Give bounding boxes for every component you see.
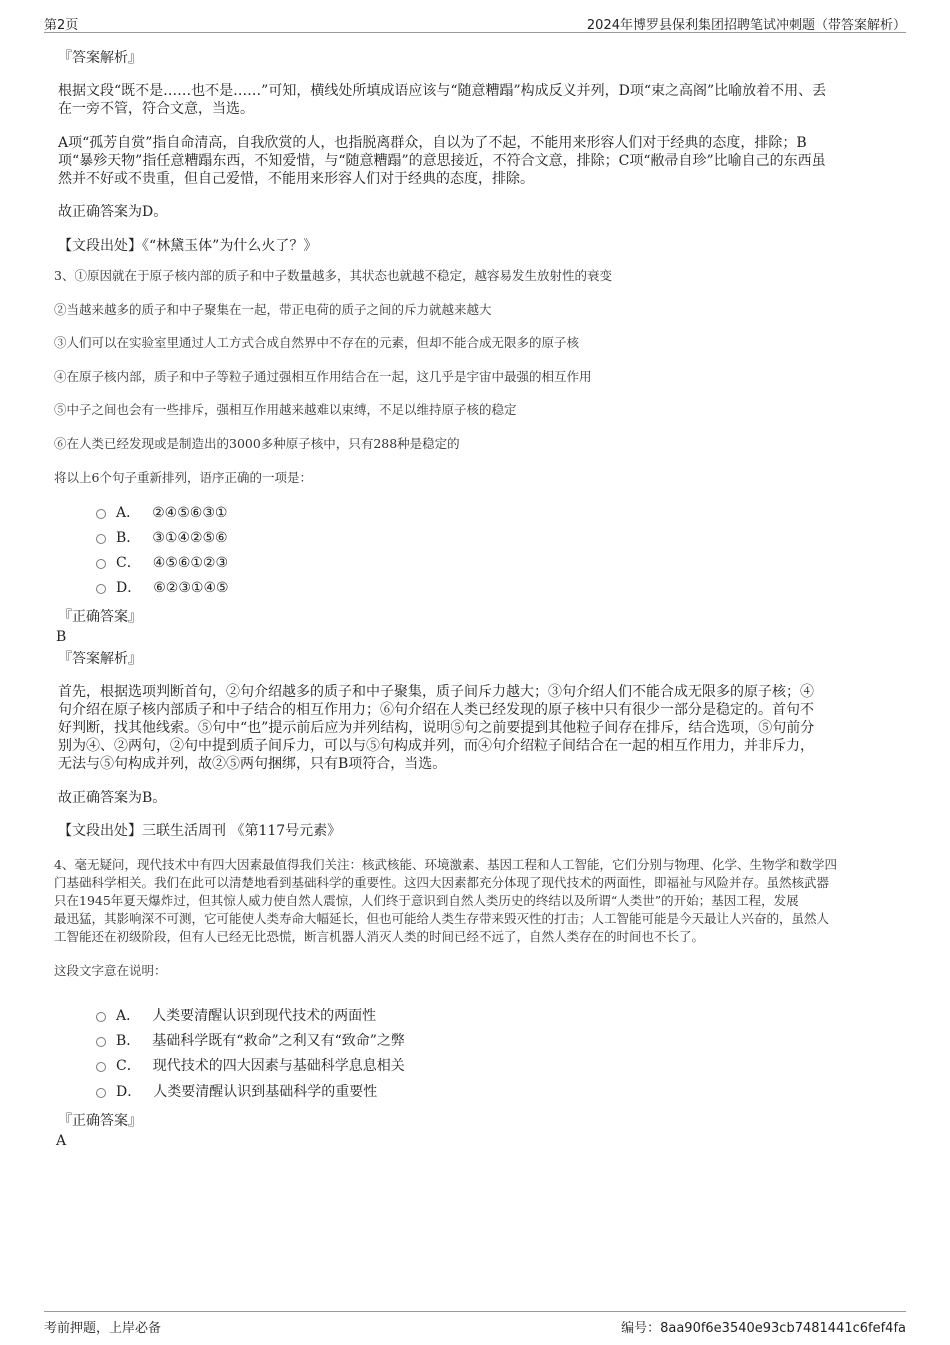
radio-icon[interactable] bbox=[96, 1062, 106, 1072]
option-letter: C． bbox=[116, 555, 141, 571]
q4-option-c[interactable] bbox=[96, 1056, 405, 1076]
q3-analysis-line: 无法与⑤句构成并列，故②⑤两句捆绑，只有B项符合，当选。 bbox=[58, 756, 447, 772]
q4-text-line: 工智能还在初级阶段，但有人已经无比恐慌，断言机器人消灭人类的时间已经不远了，自然人类存在的时间也不长了。 bbox=[54, 929, 705, 944]
page-number: 第2页 bbox=[44, 18, 79, 33]
q3-sentence: 3、①原因就在于原子核内部的质子和中子数量越多，其状态也就越不稳定，越容易发生放射性的衰变 bbox=[54, 268, 612, 283]
q4-option-a[interactable] bbox=[96, 1006, 376, 1026]
option-text: ③①④②⑤⑥ bbox=[152, 530, 228, 546]
q3-answer: B bbox=[56, 629, 67, 645]
radio-icon[interactable] bbox=[96, 534, 106, 544]
q4-text-line: 门基础科学相关。我们在此可以清楚地看到基础科学的重要性。这四大因素都充分体现了现代技术的两面性，即福祉与风险并存。虽然核武器 bbox=[54, 875, 830, 890]
option-text: 人类要清醒认识到现代技术的两面性 bbox=[152, 1008, 377, 1024]
document-title: 2024年博罗县保利集团招聘笔试冲刺题（带答案解析） bbox=[586, 18, 906, 33]
q3-analysis-label: 『答案解析』 bbox=[58, 651, 142, 667]
option-text: 现代技术的四大因素与基础科学息息相关 bbox=[152, 1058, 405, 1074]
q4-option-b[interactable] bbox=[96, 1031, 405, 1051]
q3-option-d[interactable] bbox=[96, 578, 229, 598]
page-footer bbox=[44, 1311, 906, 1336]
radio-icon[interactable] bbox=[96, 1088, 106, 1098]
q3-sentence: ③人们可以在实验室里通过人工方式合成自然界中不存在的元素，但却不能合成无限多的原子核 bbox=[54, 335, 580, 350]
option-text: ④⑤⑥①②③ bbox=[152, 555, 229, 571]
q3-source: 【文段出处】三联生活周刊 《第117号元素》 bbox=[58, 823, 342, 839]
q3-prompt: 将以上6个句子重新排列，语序正确的一项是： bbox=[54, 470, 312, 485]
option-text: ②④⑤⑥③① bbox=[152, 505, 228, 521]
q2-analysis-line: 项“暴殄天物”指任意糟蹋东西，不知爱惜，与“随意糟蹋”的意思接近，不符合文意，排除；C项“敝帚自珍”比喻自己的东西虽 bbox=[58, 153, 826, 169]
radio-icon[interactable] bbox=[96, 509, 106, 519]
q3-analysis-line: 句介绍在原子核内部质子和中子结合的相互作用力；⑥句介绍在人类已经发现的原子核中只有很少一部分是稳定的。首句不 bbox=[58, 702, 814, 718]
radio-icon[interactable] bbox=[96, 559, 106, 569]
option-letter: B． bbox=[116, 1033, 141, 1049]
radio-icon[interactable] bbox=[96, 584, 106, 594]
q4-text-line: 4、毫无疑问，现代技术中有四大因素最值得我们关注：核武核能、环境激素、基因工程和人工智能，它们分别与物理、化学、生物学和数学四 bbox=[54, 857, 837, 872]
option-letter: C． bbox=[116, 1058, 141, 1074]
q3-answer-label: 『正确答案』 bbox=[58, 609, 142, 625]
option-letter: D． bbox=[116, 580, 142, 596]
q3-sentence: ⑥在人类已经发现或是制造出的3000多种原子核中，只有288种是稳定的 bbox=[54, 436, 460, 451]
q4-answer-label: 『正确答案』 bbox=[58, 1113, 142, 1129]
q3-analysis-line: 好判断，找其他线索。⑤句中“也”提示前后应为并列结构，说明⑤句之前要提到其他粒子间存在排斥，结合选项，⑤句前分 bbox=[58, 720, 815, 736]
q3-analysis-line: 别为④、②两句，②句中提到质子间斥力，可以与⑤句构成并列，而④句介绍粒子间结合在一起的相互作用力，并非斥力， bbox=[58, 738, 814, 754]
q4-text-line: 最迅猛，其影响深不可测，它可能使人类寿命大幅延长，但也可能给人类生存带来毁灭性的打击；人工智能可能是今天最让人兴奋的，虽然人 bbox=[54, 911, 830, 926]
option-text: 人类要清醒认识到基础科学的重要性 bbox=[153, 1084, 378, 1100]
q4-answer: A bbox=[56, 1133, 67, 1149]
q3-option-c[interactable] bbox=[96, 553, 228, 573]
q4-option-d[interactable] bbox=[96, 1082, 377, 1102]
radio-icon[interactable] bbox=[96, 1012, 106, 1022]
radio-icon[interactable] bbox=[96, 1037, 106, 1047]
q2-analysis-line: 然并不好或不贵重，但自己爱惜，不能用来形容人们对于经典的态度，排除。 bbox=[58, 171, 534, 187]
q3-analysis-line: 首先，根据选项判断首句，②句介绍越多的质子和中子聚集，质子间斥力越大；③句介绍人们不能合成无限多的原子核；④ bbox=[58, 684, 814, 700]
q2-analysis-line: A项“孤芳自赏”指自命清高，自我欣赏的人，也指脱离群众，自以为了不起，不能用来形容人们对于经典的态度，排除；B bbox=[58, 135, 807, 151]
q2-source: 【文段出处】《“林黛玉体”为什么火了？》 bbox=[58, 238, 318, 254]
q2-analysis-label: 『答案解析』 bbox=[58, 50, 142, 66]
q2-conclusion: 故正确答案为D。 bbox=[58, 204, 168, 220]
option-letter: D． bbox=[116, 1084, 142, 1100]
option-text: ⑥②③①④⑤ bbox=[153, 580, 229, 596]
q2-analysis-line: 根据文段“既不是……也不是……”可知，横线处所填成语应该与“随意糟蹋”构成反义并列，D项“束之高阁”比喻放着不用、丢 bbox=[58, 83, 827, 99]
q3-option-b[interactable] bbox=[96, 528, 228, 548]
q3-sentence: ②当越来越多的质子和中子聚集在一起，带正电荷的质子之间的斥力就越来越大 bbox=[54, 302, 492, 317]
footer-slogan: 考前押题，上岸必备 bbox=[44, 1321, 162, 1336]
q3-option-a[interactable] bbox=[96, 503, 227, 523]
option-letter: A． bbox=[116, 505, 141, 521]
option-letter: B． bbox=[116, 530, 141, 546]
q4-text-line: 只在1945年夏天爆炸过，但其惊人威力使自然人震惊，人们终于意识到自然人类历史的终结以及所谓“人类世”的开始；基因工程，发展 bbox=[54, 893, 799, 908]
option-text: 基础科学既有“救命”之利又有“致命”之弊 bbox=[152, 1033, 405, 1049]
q3-conclusion: 故正确答案为B。 bbox=[58, 790, 167, 806]
q3-sentence: ④在原子核内部，质子和中子等粒子通过强相互作用结合在一起，这几乎是宇宙中最强的相互作用 bbox=[54, 369, 592, 384]
q2-analysis-line: 在一旁不管，符合文意，当选。 bbox=[58, 101, 254, 117]
q4-prompt: 这段文字意在说明： bbox=[54, 963, 167, 978]
q3-sentence: ⑤中子之间也会有一些排斥，强相互作用越来越难以束缚，不足以维持原子核的稳定 bbox=[54, 402, 517, 417]
option-letter: A． bbox=[116, 1008, 141, 1024]
document-id: 编号：8aa90f6e3540e93cb7481441c6fef4fa bbox=[621, 1321, 906, 1336]
